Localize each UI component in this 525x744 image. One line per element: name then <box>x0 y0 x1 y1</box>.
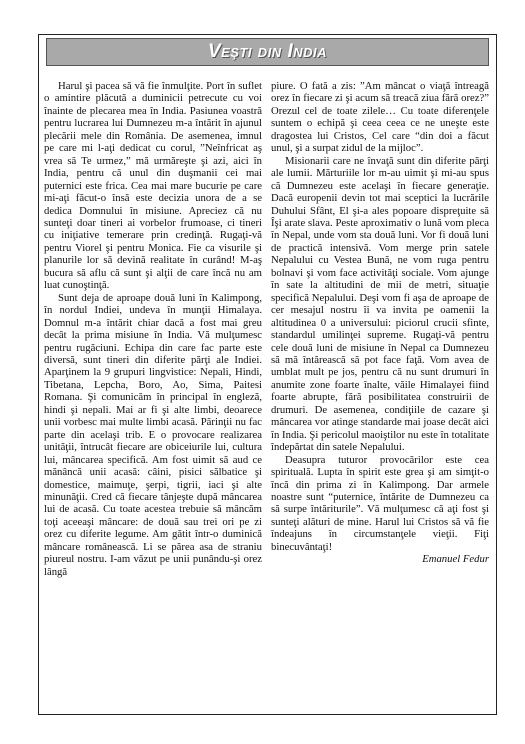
column-right <box>271 80 489 712</box>
paragraph: Misionarii care ne învaţă sunt din diferite părţi ale lumii. Mărturiile lor m-au uimit şi mi-au spus că Dumnezeu este acelaşi în fiecare generaţie. Dacă europenii devin tot mai sceptici la lucrările Duhului Sfânt, El şi-a ales popoare dispreţuite să Îşi arate slava. Peste aproximativ o lună vom pleca în Nepal, unde vom sta două luni. Vor fi două luni de practică intensivă. Vom merge prin satele Nepalului cu Vestea Bună, ne vom ruga pentru bolnavi şi vom face activităţi sociale. Vom ajunge în sate la altitudini de mii de metri, situaţie specifică Nepalului. Deşi vom fi aşa de aproape de cer mesajul nostru îi va invita pe oamenii la altitudinea 0 a universului: piciorul crucii sfinte, standardul umilinţei supreme. Rugaţi-vă pentru cele două luni de misiune în Nepal ca Dumnezeu să mă întărească să pot face faţă. Vom avea de umblat mult pe jos, pentru că nu sunt drumuri în anumite zone foarte înalte, văile Himalayei fiind foarte abrupte, fără posibilitatea construirii de drumuri. De asemenea, condiţiile de cazare şi mâncarea vor atinge standarde mai joase decât aici în India. Şi pericolul maoiştilor nu este în totalitate îndepărtat din satele Nepalului. <box>271 154 489 454</box>
paragraph: Deasupra tuturor provocărilor este cea spirituală. Lupta în spirit este grea şi am simţit-o încă din prima zi în Kalimpong. Dar armele noastre sunt “puternice, întărite de Dumnezeu ca să surpe întăriturile”. Vă mulţumesc că aţi fost şi sunteţi alături de mine. Harul lui Cristos să vă fie îndeajuns în circumstanţele vieţii. Fiţi binecuvântaţi! <box>271 453 489 553</box>
article-body <box>44 80 489 712</box>
paragraph: Sunt deja de aproape două luni în Kalimpong, în nordul Indiei, undeva în munţii Himalaya. Domnul m-a întărit chiar dacă a fost mai greu decât la prima misiune în India. Vă mulţumesc pentru rugăciuni. Echipa din care fac parte este diversă, sunt tineri din diferite părţi ale Indiei. Aparţinem la 9 grupuri lingvistice: Nepali, Hindi, Tibetana, Lepcha, Boro, Ao, Sima, Paitesi Romana. Şi comunicăm în principal în engleză, hindi şi nepali. Mai ar fi şi alte limbi, deoarece unii vorbesc mai multe limbi acasă. Părinţii nu fac parte din acelaşi trib. E o provocare realizarea unităţii, întrucât fiecare are obiceiurile lui, cultura lui, mâncarea specifică. Am fost uimit să aud ce mănâncă unii acasă: câini, pisici sălbatice şi domestice, maimuţe, şerpi, tigrii, iaci şi alte minunăţii. Cred că fiecare tânjeşte după mâncarea lui de acasă. Cu toate acestea trebuie să mâncăm toţi aceeaşi mâncare: de două sau trei ori pe zi orez cu diferite legume. Am gătit într-o duminică mâncare românească. Li se părea asa de straniu piureul nostru. I-am văzut pe unii punându-şi orez lângă <box>44 291 262 578</box>
author-signature: Emanuel Fedur <box>422 553 489 566</box>
column-left <box>44 80 262 712</box>
article-title: Veşti din India <box>207 41 328 62</box>
paragraph: piure. O fată a zis: ”Am mâncat o viaţă întreagă orez în fiecare zi şi acum să treacă ziua fără orez?” Orezul cel de toate zilele… Cu toate diferenţele suntem o echipă şi ceea ceea ce ne uneşte este dragostea lui Cristos, Cel care “din doi a făcut unul, şi a surpat zidul de la mijloc”. <box>271 80 489 155</box>
article-title-bar <box>46 38 489 66</box>
paragraph: Harul şi pacea să vă fie înmulţite. Port în suflet o amintire plăcută a duminicii petrecute cu voi înainte de plecarea mea în India. Pasiunea voastră pentru lucrarea lui Dumnezeu m-a întărit în ajunul plecării mele din România. De asemenea, imnul pe care mi l-aţi dedicat cu corul, ”Neînfricat aş vrea să Te urmez,” mă urmăreşte şi azi, aici în India, pentru că unul din duşmanii cei mai puternici este frica. Cea mai mare bucurie pe care mi-aţi făcut-o însă este decizia unora de a se dedica Domnului în misiune. Apreciez că nu sunteţi doar tineri ai vorbelor frumoase, ci tineri cu iniţiative temerare prin credinţă. Rugaţi-vă pentru Viorel şi pentru Monica. Fie ca visurile şi planurile lor să devină realitate în curând! M-aş bucura să aflu că sunt şi alţii de care încă nu am luat cunoştinţă. <box>44 80 262 292</box>
